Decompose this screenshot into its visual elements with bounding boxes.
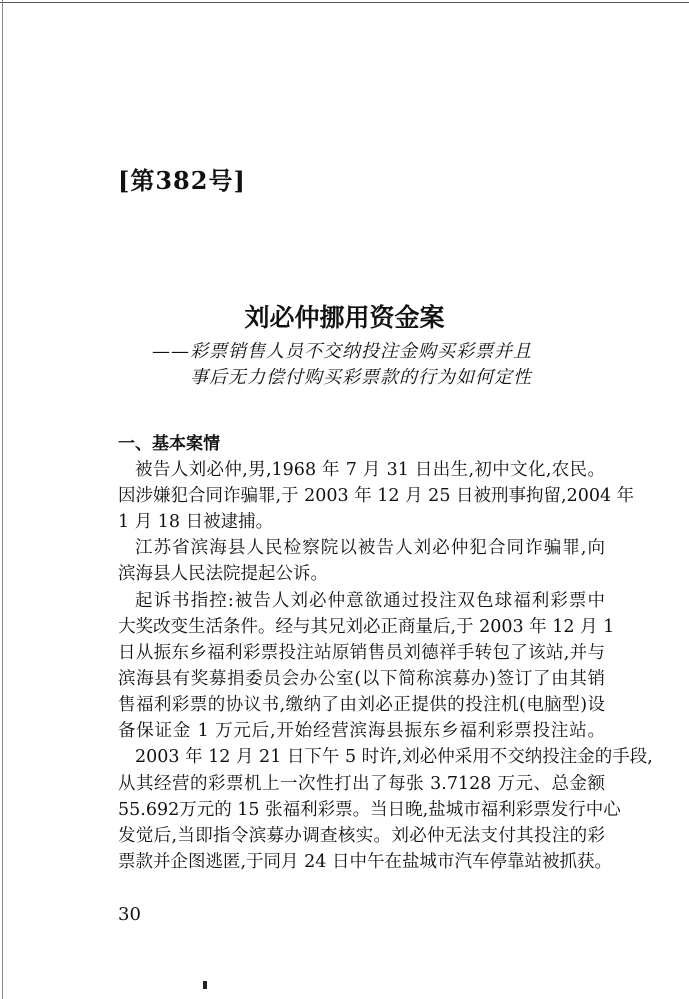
section-heading: 一、基本案情	[118, 434, 220, 454]
body-line: 日从振东乡福利彩票投注站原销售员刘德祥手转包了该站,并与	[118, 643, 605, 663]
body-line: 从其经营的彩票机上一次性打出了每张 3.7128 万元、总金额	[118, 774, 605, 794]
scan-mark	[203, 981, 207, 989]
body-line: 江苏省滨海县人民检察院以被告人刘必仲犯合同诈骗罪,向	[135, 538, 605, 558]
body-line: 备保证金 1 万元后,开始经营滨海县振东乡福利彩票投注站。	[118, 721, 605, 741]
subtitle-line-2: 事后无力偿付购买彩票款的行为如何定性	[190, 367, 532, 388]
case-title: 刘必仲挪用资金案	[244, 303, 445, 332]
case-number: [第382号]	[118, 166, 246, 195]
body-line: 起诉书指控:被告人刘必仲意欲通过投注双色球福利彩票中	[135, 591, 605, 611]
body-line: 被告人刘必仲,男,1968 年 7 月 31 日出生,初中文化,农民。	[135, 460, 605, 480]
page-number: 30	[118, 904, 141, 925]
body-line: 55.692万元的 15 张福利彩票。当日晚,盐城市福利彩票发行中心	[118, 800, 621, 820]
body-line: 2003 年 12 月 21 日下午 5 时许,刘必仲采用不交纳投注金的手段,	[135, 747, 653, 767]
body-line: 大奖改变生活条件。经与其兄刘必正商量后,于 2003 年 12 月 1	[118, 617, 615, 637]
body-line: 售福利彩票的协议书,缴纳了由刘必正提供的投注机(电脑型)设	[118, 695, 605, 715]
body-line: 票款并企图逃匿,于同月 24 日中午在盐城市汽车停靠站被抓获。	[118, 852, 612, 872]
body-line: 滨海县有奖募捐委员会办公室(以下简称滨募办)签订了由其销	[118, 669, 605, 689]
scan-border-top	[0, 2, 689, 3]
body-line: 因涉嫌犯合同诈骗罪,于 2003 年 12 月 25 日被刑事拘留,2004 年	[118, 486, 635, 506]
body-line: 滨海县人民法院提起公诉。	[118, 564, 328, 584]
body-line: 1 月 18 日被逮捕。	[118, 512, 274, 532]
subtitle-line-1: ——彩票销售人员不交纳投注金购买彩票并且	[152, 341, 532, 362]
body-line: 发觉后,当即指令滨募办调查核实。刘必仲无法支付其投注的彩	[118, 826, 605, 846]
scan-border-left	[2, 0, 3, 999]
